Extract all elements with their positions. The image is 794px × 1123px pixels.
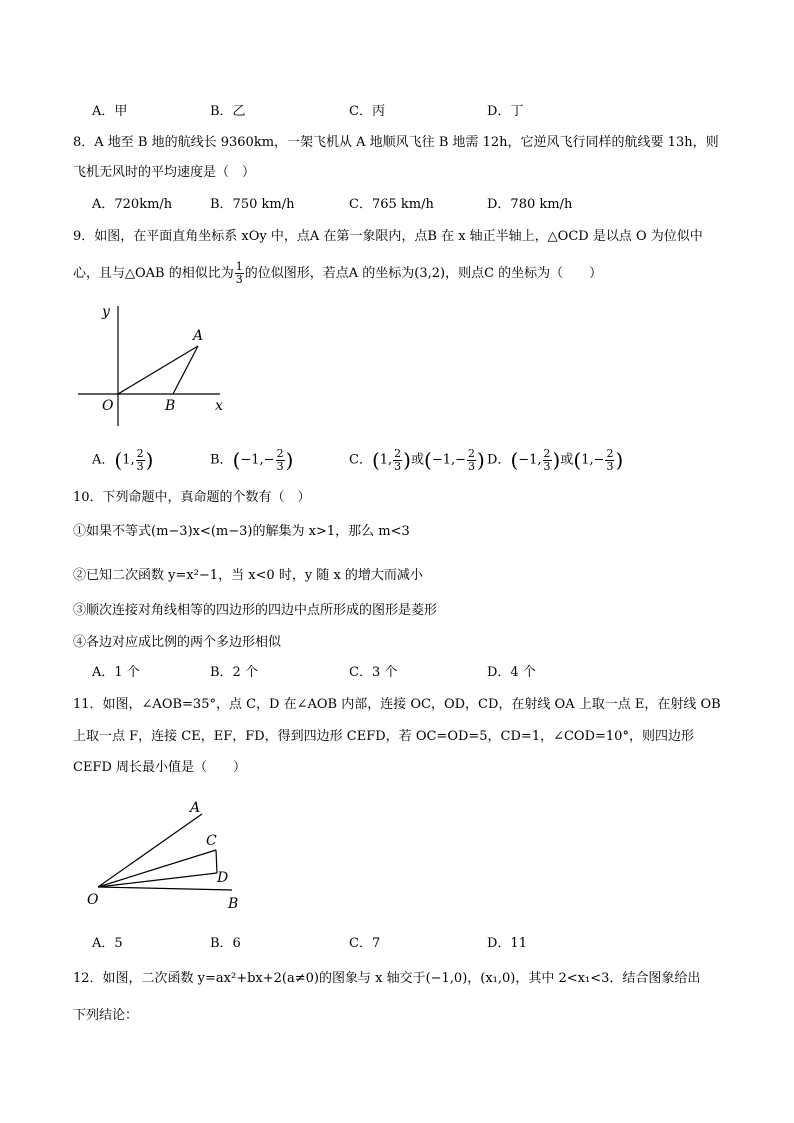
q7-option-a: A．甲 — [92, 104, 128, 119]
q8-option-d: D．780 km/h — [487, 197, 573, 212]
q10-statement-2: ②已知二次函数 y=x²−1，当 x<0 时，y 随 x 的增大而减小 — [73, 568, 423, 583]
q12-text-line1: 12．如图，二次函数 y=ax²+bx+2(a≠0)的图象与 x 轴交于(−1,0)，(x₁,0)，其中 2<x₁<3．结合图象给出 — [73, 971, 701, 986]
q8-text-line2: 飞机无风时的平均速度是（ ） — [73, 165, 256, 180]
q12-text-line2: 下列结论： — [73, 1008, 139, 1023]
q11-option-d: D．11 — [487, 936, 527, 951]
label-o: O — [102, 398, 114, 414]
q9-option-b-label: B． — [210, 452, 233, 468]
label-c: C — [206, 833, 217, 849]
label-b: B — [165, 398, 176, 414]
q8-text-line1: 8．A 地至 B 地的航线长 9360km，一架飞机从 A 地顺风飞往 B 地需 12h，它逆风飞行同样的航线要 13h，则 — [73, 135, 719, 150]
ratio-fraction — [235, 261, 244, 286]
label-y: y — [102, 304, 110, 320]
q11-text-line3: CEFD 周长最小值是（ ） — [73, 760, 247, 775]
q11-angle-figure — [80, 798, 250, 910]
q9-option-a: A．(1, $\frac{2}{3}$ ) — [92, 446, 154, 473]
label-x: x — [215, 398, 223, 414]
q7-option-c: C．丙 — [349, 104, 385, 119]
q9-text-line2-part2: 的位似图形，若点A 的坐标为(3,2)，则点C 的坐标为（ ） — [244, 266, 603, 281]
q10-statement-4: ④各边对应成比例的两个多边形相似 — [73, 635, 282, 650]
q8-option-c: C．765 km/h — [349, 197, 434, 212]
q9-option-c-label: C． — [349, 452, 372, 468]
q7-option-b: B．乙 — [210, 104, 246, 119]
q9-text-line1: 9．如图，在平面直角坐标系 xOy 中，点A 在第一象限内，点B 在 x 轴正半轴上，△OCD 是以点 O 为位似中 — [73, 229, 703, 244]
q9-option-b: B．(−1,− $\frac{2}{3}$ ) — [210, 446, 294, 473]
q9-text-line2-part1: 心，且与△OAB 的相似比为 — [73, 266, 234, 281]
label-a: A — [190, 800, 201, 816]
q10-statement-1: ①如果不等式(m−3)x<(m−3)的解集为 x>1，那么 m<3 — [73, 524, 410, 539]
q7-option-d: D．丁 — [487, 104, 524, 119]
q11-option-c: C．7 — [349, 936, 381, 951]
q10-option-b: B．2 个 — [210, 665, 258, 680]
q9-option-d: D．(−1, $\frac{2}{3}$ )或(1,− $\frac{2}{3}$ ) — [487, 446, 624, 473]
q10-title: 10．下列命题中，真命题的个数有（ ） — [73, 490, 311, 505]
label-b: B — [228, 896, 239, 910]
q11-option-a: A．5 — [92, 936, 123, 951]
q11-text-line1: 11．如图，∠AOB=35°，点 C，D 在∠AOB 内部，连接 OC，OD，CD，在射线 OA 上取一点 E，在射线 OB — [73, 697, 721, 712]
ratio-denominator: 3 — [235, 273, 243, 286]
q9-option-a-label: A． — [92, 452, 115, 468]
q10-option-c: C．3 个 — [349, 665, 398, 680]
q10-option-a: A．1 个 — [92, 665, 140, 680]
label-a: A — [193, 328, 204, 344]
segment-oc — [98, 850, 216, 887]
q10-statement-3: ③顺次连接对角线相等的四边形的四边中点所形成的图形是菱形 — [73, 603, 438, 618]
q9-text-line2 — [73, 261, 602, 287]
q9-option-d-label: D． — [487, 452, 511, 468]
ratio-numerator: 1 — [235, 260, 243, 273]
q10-option-d: D．4 个 — [487, 665, 536, 680]
label-o: O — [87, 892, 99, 908]
label-d: D — [217, 870, 229, 886]
q11-text-line2: 上取一点 F，连接 CE，EF，FD，得到四边形 CEFD，若 OC=OD=5，CD=1，∠COD=10°，则四边形 — [73, 729, 694, 744]
ray-ob — [98, 887, 232, 890]
q8-option-b: B．750 km/h — [210, 197, 295, 212]
q9-option-c: C．(1, $\frac{2}{3}$ )或(−1,− $\frac{2}{3}$ ) — [349, 446, 485, 473]
q11-option-b: B．6 — [210, 936, 241, 951]
q8-option-a: A．720km/h — [92, 197, 173, 212]
q9-coordinate-figure — [70, 298, 240, 428]
